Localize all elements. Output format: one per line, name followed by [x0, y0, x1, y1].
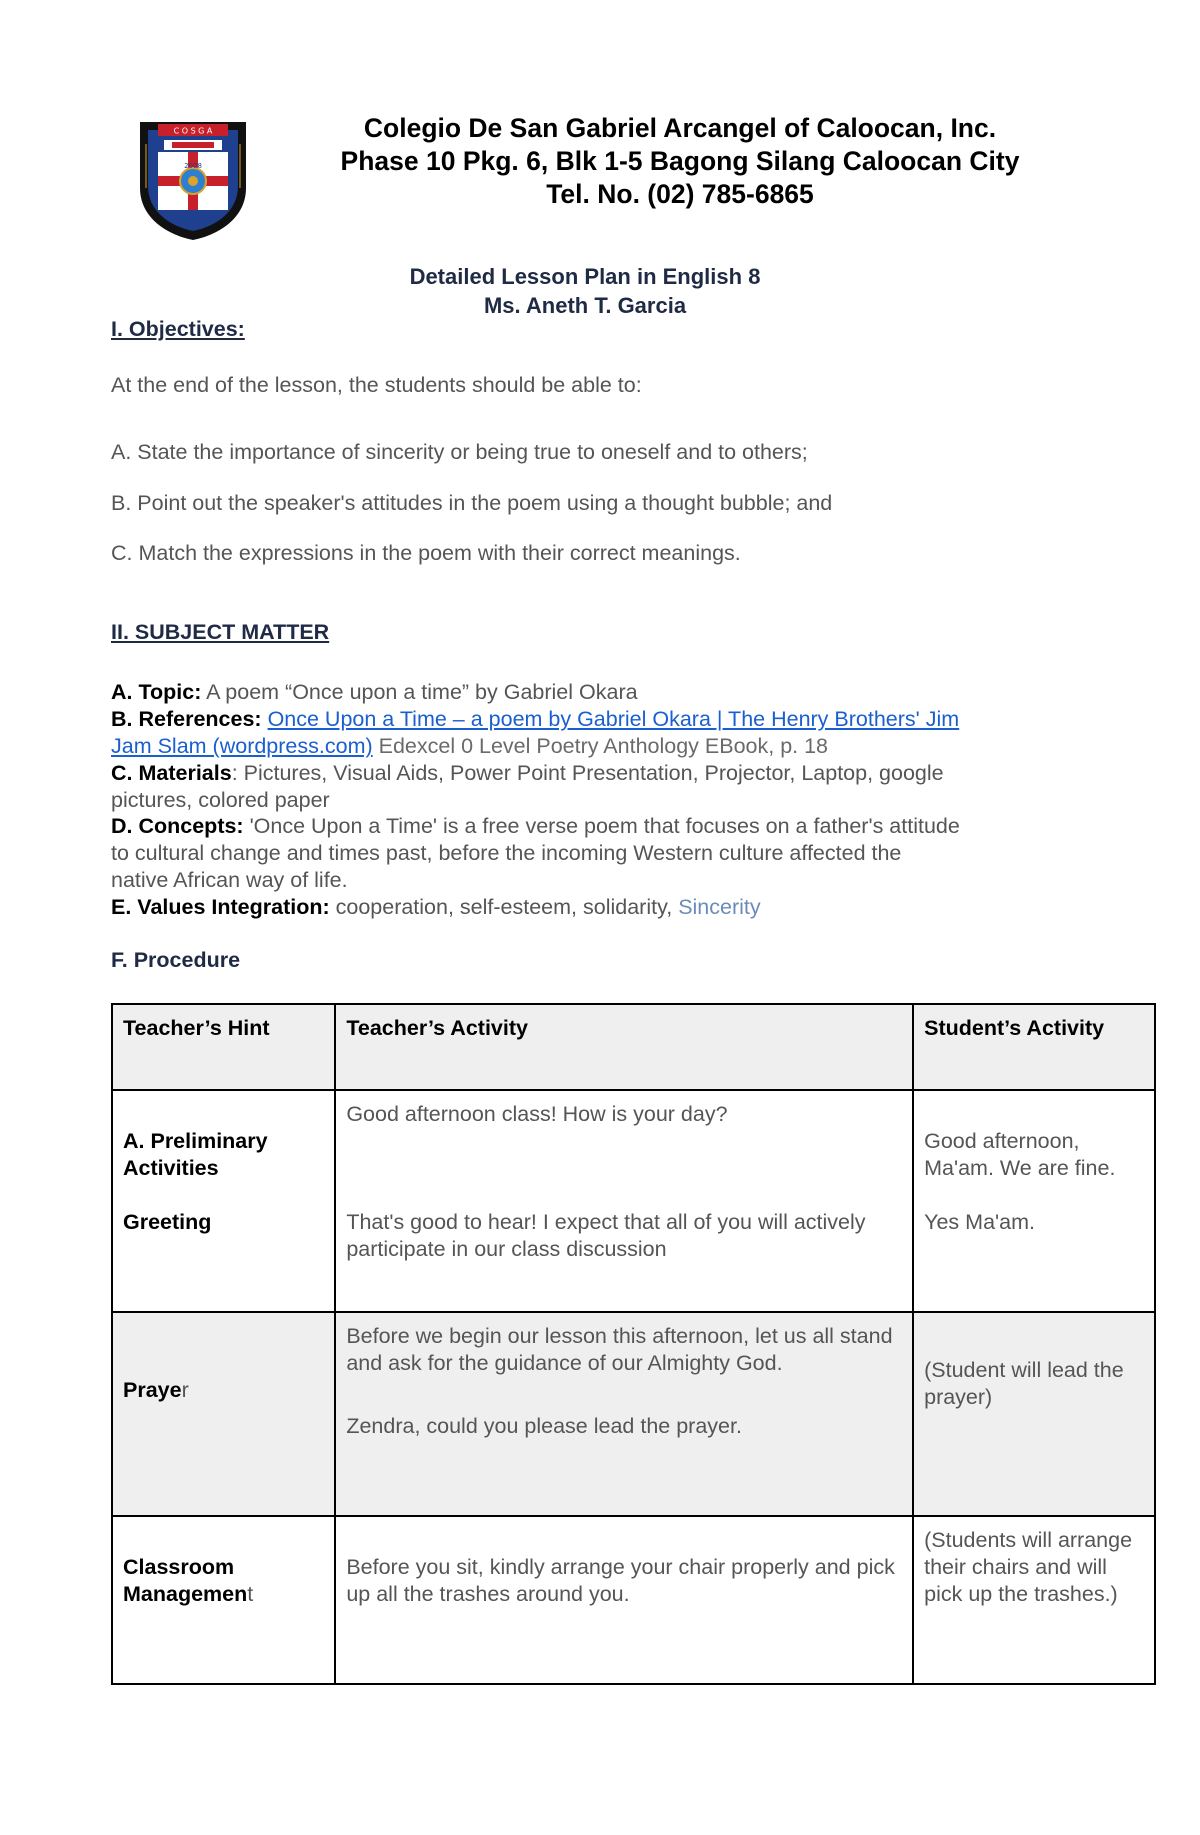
- row2-teacher-cell: [335, 1312, 913, 1516]
- lesson-plan-title: [240, 262, 930, 320]
- objective-item-b: B. Point out the speaker's attitudes in the poem using a thought bubble; and: [111, 491, 833, 515]
- row2-student-line-1: (Student will lead the prayer): [924, 1358, 1124, 1409]
- concepts-text: 'Once Upon a Time' is a free verse poem that focuses on a father's attitude: [243, 814, 960, 838]
- topic-text: A poem “Once upon a time” by Gabriel Okara: [201, 680, 638, 704]
- row1-student-line-2: Yes Ma'am.: [924, 1210, 1035, 1234]
- crest-top-text: C O S G A: [173, 126, 213, 136]
- materials-label: C. Materials: [111, 761, 232, 785]
- row3-teacher-cell: [335, 1516, 913, 1684]
- concepts-line-3: native African way of life.: [111, 868, 348, 892]
- row2-hint-tail: r: [181, 1378, 189, 1402]
- objective-item-a: A. State the importance of sincerity or being true to oneself and to others;: [111, 440, 808, 464]
- row2-hint: [123, 1377, 324, 1404]
- school-name: Colegio De San Gabriel Arcangel of Caloocan, Inc.: [363, 113, 997, 143]
- table-row: [112, 1312, 1155, 1516]
- title-line-1: Detailed Lesson Plan in English 8: [409, 264, 761, 289]
- references-link[interactable]: Once Upon a Time – a poem by Gabriel Okara | The Henry Brothers' Jim: [267, 707, 960, 731]
- objectives-heading: I. Objectives:: [111, 317, 245, 341]
- concepts-line-2: to cultural change and times past, before the incoming Western culture affected the: [111, 841, 902, 865]
- references-line: [111, 706, 959, 733]
- header-teachers-hint: Teacher’s Hint: [112, 1004, 335, 1090]
- title-line-2: Ms. Aneth T. Garcia: [483, 293, 687, 318]
- crest-year: 2008: [184, 162, 202, 170]
- procedure-heading: F. Procedure: [111, 948, 241, 972]
- row1-teacher-cell: [335, 1090, 913, 1312]
- school-crest-logo: [136, 118, 250, 242]
- school-address: Phase 10 Pkg. 6, Blk 1-5 Bagong Silang Caloocan City: [340, 146, 1020, 176]
- materials-line: [111, 760, 944, 787]
- header-teachers-activity: Teacher’s Activity: [335, 1004, 913, 1090]
- row3-hint-tail: t: [247, 1582, 254, 1606]
- objectives-intro: At the end of the lesson, the students should be able to:: [111, 373, 642, 397]
- subject-matter-heading: II. SUBJECT MATTER: [111, 620, 330, 644]
- row2-teacher-line-1: Before we begin our lesson this afternoon, let us all stand and ask for the guidance of our Almighty God.: [346, 1324, 893, 1375]
- row1-hint-greeting: Greeting: [123, 1210, 212, 1234]
- table-row: [112, 1090, 1155, 1312]
- row2-hint-cell: [112, 1312, 335, 1516]
- row3-hint-cell: [112, 1516, 335, 1684]
- references-extra: Edexcel 0 Level Poetry Anthology EBook, p. 18: [372, 734, 829, 758]
- references-line-2: [111, 733, 828, 760]
- row2-hint-main: Praye: [123, 1378, 182, 1402]
- values-text: cooperation, self-esteem, solidarity,: [329, 895, 679, 919]
- row1-teacher-line-1: Good afternoon class! How is your day?: [346, 1102, 728, 1126]
- values-line: [111, 894, 761, 921]
- row3-student-line-1: (Students will arrange their chairs and will pick up the trashes.): [924, 1528, 1133, 1606]
- row2-teacher-line-2: Zendra, could you please lead the prayer.: [346, 1414, 742, 1438]
- procedure-table: [111, 1003, 1156, 1685]
- values-highlight: Sincerity: [678, 895, 761, 919]
- table-row: [112, 1516, 1155, 1684]
- row1-student-line-1: Good afternoon, Ma'am. We are fine.: [924, 1129, 1116, 1180]
- header-students-activity: Student’s Activity: [913, 1004, 1155, 1090]
- objective-item-c: C. Match the expressions in the poem with their correct meanings.: [111, 541, 741, 565]
- values-label: E. Values Integration:: [111, 895, 330, 919]
- references-label: B. References:: [111, 707, 262, 731]
- school-header: [240, 112, 1120, 211]
- row3-student-cell: [913, 1516, 1155, 1684]
- topic-label: A. Topic:: [111, 680, 202, 704]
- row3-hint-line-1: Classroom: [123, 1555, 235, 1579]
- concepts-line: [111, 813, 960, 840]
- row3-teacher-line-1: Before you sit, kindly arrange your chair properly and pick up all the trashes around you.: [346, 1555, 895, 1606]
- topic-line: [111, 679, 638, 706]
- school-tel: Tel. No. (02) 785-6865: [546, 179, 814, 209]
- row1-hint-preliminary: A. Preliminary Activities: [123, 1129, 268, 1180]
- references-link-cont[interactable]: Jam Slam (wordpress.com): [111, 734, 373, 758]
- row1-teacher-line-2: That's good to hear! I expect that all of you will actively participate in our class discussion: [346, 1210, 866, 1261]
- materials-line-2: pictures, colored paper: [111, 788, 330, 812]
- row2-student-cell: [913, 1312, 1155, 1516]
- materials-text: : Pictures, Visual Aids, Power Point Presentation, Projector, Laptop, google: [231, 761, 944, 785]
- row3-hint-main: Managemen: [123, 1582, 248, 1606]
- row3-hint-line-2: [123, 1581, 324, 1608]
- concepts-label: D. Concepts:: [111, 814, 244, 838]
- row1-student-cell: [913, 1090, 1155, 1312]
- row1-hint-cell: [112, 1090, 335, 1312]
- table-header-row: [112, 1004, 1155, 1090]
